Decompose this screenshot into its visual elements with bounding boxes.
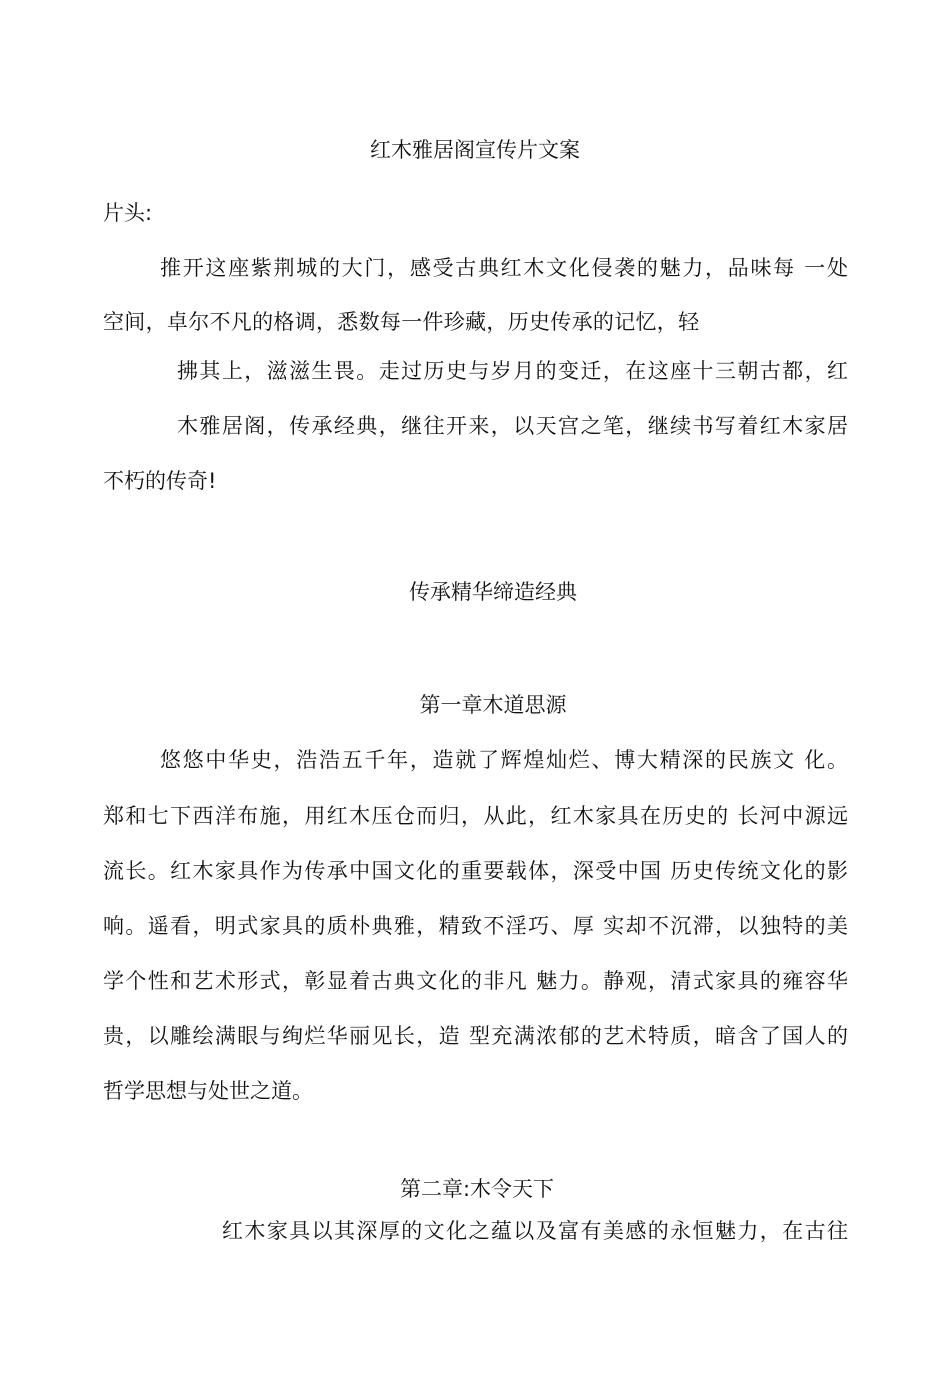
chapter-1-line: 学个性和艺术形式，彰显着古典文化的非凡 魅力。静观，清式家具的雍容华 [103, 969, 848, 993]
intro-line: 空间，卓尔不凡的格调，悉数每一件珍藏，历史传承的记忆，轻 [103, 310, 700, 334]
chapter-1-line: 哲学思想与处世之道。 [103, 1079, 313, 1103]
chapter-2-title: 第二章:木令天下 [399, 1177, 555, 1201]
chapter-1-line: 贵，以雕绘满眼与绚烂华丽见长，造 型充满浓郁的艺术特质，暗含了国人的 [103, 1024, 848, 1048]
intro-label: 片头: [103, 201, 153, 225]
intro-line: 不朽的传奇! [103, 469, 217, 493]
document-title: 红木雅居阁宣传片文案 [370, 138, 580, 162]
chapter-1-line: 流长。红木家具作为传承中国文化的重要载体，深受中国 历史传统文化的影 [103, 859, 848, 883]
chapter-1-title: 第一章木道思源 [419, 693, 567, 717]
chapter-2-line: 红木家具以其深厚的文化之蕴以及富有美感的永恒魅力，在古往 [222, 1219, 848, 1243]
chapter-1-line: 郑和七下西洋布施，用红木压仓而归，从此，红木家具在历史的 长河中源远 [103, 804, 848, 828]
intro-line: 木雅居阁，传承经典，继往开来，以天宫之笔，继续书写着红木家居 [177, 414, 848, 438]
intro-line: 拂其上，滋滋生畏。走过历史与岁月的变迁，在这座十三朝古都，红 [177, 359, 848, 383]
slogan-heading: 传承精华缔造经典 [409, 580, 577, 604]
intro-line: 推开这座紫荆城的大门，感受古典红木文化侵袭的魅力，品味每 一处 [160, 256, 848, 280]
chapter-1-line: 响。遥看，明式家具的质朴典雅，精致不淫巧、厚 实却不沉滞，以独特的美 [103, 914, 848, 938]
chapter-1-line: 悠悠中华史，浩浩五千年，造就了辉煌灿烂、博大精深的民族文 化。 [160, 748, 848, 772]
